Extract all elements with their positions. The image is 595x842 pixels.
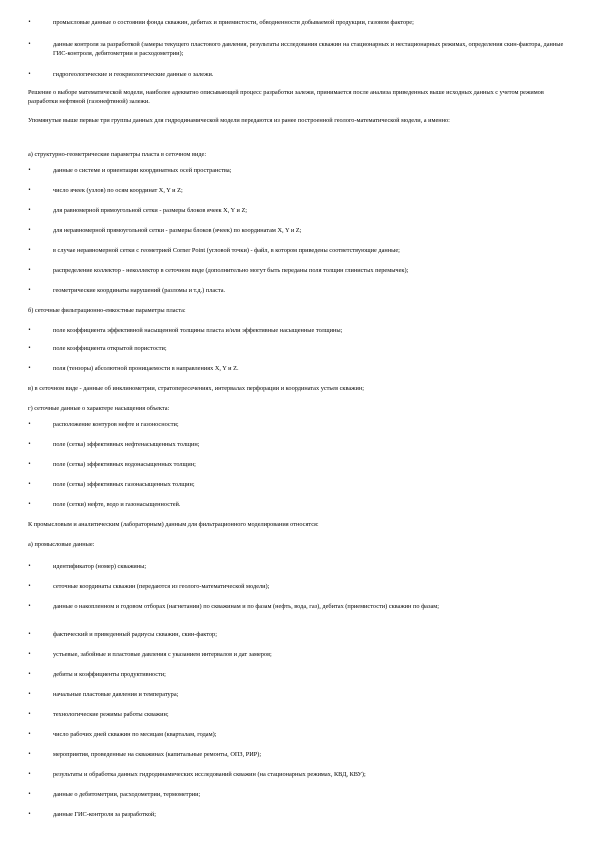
bullet-text: начальные пластовые давления и температура;	[53, 691, 179, 698]
bullet-marker: •	[28, 365, 31, 371]
bullet-marker: •	[28, 421, 31, 427]
bullet-text: распределение коллектор - неколлектор в сеточном виде (дополнительно могут быть переданы поля толщин глинистых перемычек);	[53, 267, 409, 274]
bullet-marker: •	[28, 441, 31, 447]
bullet-marker: •	[28, 711, 31, 717]
bullet-marker: •	[28, 267, 31, 273]
bullet-marker: •	[28, 227, 31, 233]
bullet-text: данные контроля за разработкой (замеры текущего пластового давления, результаты исследования скважин на стационарных и нестационарных режимах, определения скин-фактора, данные ГИС-контроля, дебитометрии и расходометрии);	[53, 41, 564, 57]
bullet-marker: •	[28, 187, 31, 193]
paragraph: г) сеточные данные о характере насыщения объекта:	[28, 405, 170, 412]
bullet-text: поле коэффициента эффективной насыщенной толщины пласта и/или эффективные насыщенные толщины;	[53, 327, 343, 334]
bullet-marker: •	[28, 751, 31, 757]
bullet-marker: •	[28, 651, 31, 657]
bullet-text: сеточные координаты скважин (передаются из геолого-математической модели);	[53, 583, 270, 590]
bullet-marker: •	[28, 247, 31, 253]
bullet-marker: •	[28, 631, 31, 637]
paragraph: К промысловым и аналитическим (лабораторным) данным для фильтрационного моделирования относятся:	[28, 521, 319, 528]
bullet-text: мероприятия, проведенные на скважинах (капитальные ремонты, ОПЗ, РИР);	[53, 751, 262, 758]
bullet-marker: •	[28, 583, 31, 589]
bullet-text: расположение контуров нефте и газоносности;	[53, 421, 179, 428]
bullet-marker: •	[28, 771, 31, 777]
bullet-text: данные о дебитометрии, расходометрии, термометрии;	[53, 791, 201, 798]
bullet-text: поле (сетка) эффективных водонасыщенных толщин;	[53, 461, 196, 468]
bullet-marker: •	[28, 19, 31, 25]
bullet-marker: •	[28, 345, 31, 351]
paragraph: в) в сеточном виде - данные об инклинометрии, стратопересечениях, интервалах перфорации и координатах устьев скважин;	[28, 385, 364, 392]
paragraph: Упомянутые выше первые три группы данных для гидродинамической модели передаются из ранее построенной геолого-математической модели, а именно:	[28, 117, 450, 124]
bullet-text: данные о системе и ориентации координатных осей пространства;	[53, 167, 232, 174]
bullet-text: для равномерной прямоугольной сетки - размеры блоков ячеек X, Y и Z;	[53, 207, 248, 214]
bullet-text: поле (сетки) нефте, водо и газонасыщенностей.	[53, 501, 181, 508]
bullet-marker: •	[28, 671, 31, 677]
bullet-text: поле (сетка) эффективных нефтенасыщенных толщин;	[53, 441, 200, 448]
bullet-marker: •	[28, 563, 31, 569]
paragraph: Решение о выборе математической модели, наиболее адекватно описывающей процесс разработки залежи, принимается после анализа приведенных выше исходных данных с учетом режимов разработки нефтяной (газонефтяной) залежи.	[28, 89, 544, 105]
bullet-marker: •	[28, 287, 31, 293]
bullet-text: геометрические координаты нарушений (разломы и т.д.) пласта.	[53, 287, 226, 294]
bullet-text: идентификатор (номер) скважины;	[53, 563, 147, 570]
bullet-marker: •	[28, 731, 31, 737]
bullet-text: в случае неравномерной сетки с геометрией Corner Point (угловой точки) - файл, в котором приведены соответствующие данные;	[53, 247, 400, 254]
bullet-marker: •	[28, 41, 31, 47]
bullet-marker: •	[28, 603, 31, 609]
paragraph: а) структурно-геометрические параметры пласта в сеточном виде:	[28, 151, 207, 158]
bullet-text: число ячеек (узлов) по осям координат X, Y и Z;	[53, 187, 183, 194]
bullet-text: гидрогеологические и геокриологические данные о залежи.	[53, 71, 214, 78]
bullet-text: число рабочих дней скважин по месяцам (кварталам, годам);	[53, 731, 217, 738]
bullet-marker: •	[28, 327, 31, 333]
bullet-marker: •	[28, 811, 31, 817]
bullet-text: поле коэффициента открытой пористости;	[53, 345, 167, 352]
bullet-marker: •	[28, 461, 31, 467]
bullet-text: поле (сетка) эффективных газонасыщенных толщин;	[53, 481, 195, 488]
bullet-marker: •	[28, 167, 31, 173]
bullet-marker: •	[28, 791, 31, 797]
bullet-marker: •	[28, 71, 31, 77]
bullet-text: устьевые, забойные и пластовые давления с указанием интервалов и дат замеров;	[53, 651, 272, 658]
bullet-text: для неравномерной прямоугольной сетки - размеры блоков (ячеек) по координатам X, Y и Z;	[53, 227, 302, 234]
bullet-marker: •	[28, 691, 31, 697]
bullet-text: дебиты и коэффициенты продуктивности;	[53, 671, 166, 678]
paragraph: а) промысловые данные:	[28, 541, 95, 548]
bullet-text: фактический и приведенный радиусы скважин, скин-фактор;	[53, 631, 217, 638]
paragraph: б) сеточные фильтрационно-емкостные параметры пласта:	[28, 307, 186, 314]
bullet-text: поля (тензоры) абсолютной проницаемости в направлениях X, Y и Z.	[53, 365, 239, 372]
bullet-text: промысловые данные о состоянии фонда скважин, дебитах и приемистости, обводненности добываемой продукции, газовом факторе;	[53, 19, 414, 26]
bullet-text: результаты и обработка данных гидродинамических исследований скважин (на стационарных режимах, КВД, КВУ);	[53, 771, 366, 778]
bullet-marker: •	[28, 481, 31, 487]
bullet-marker: •	[28, 501, 31, 507]
bullet-marker: •	[28, 207, 31, 213]
bullet-text: данные о накопленном и годовом отборах (нагнетании) по скважинам и по фазам (нефть, вода, газ), дебитах (приемистости) скважин по фазам;	[53, 603, 439, 610]
bullet-text: технологические режимы работы скважин;	[53, 711, 169, 718]
bullet-text: данные ГИС-контроля за разработкой;	[53, 811, 156, 818]
